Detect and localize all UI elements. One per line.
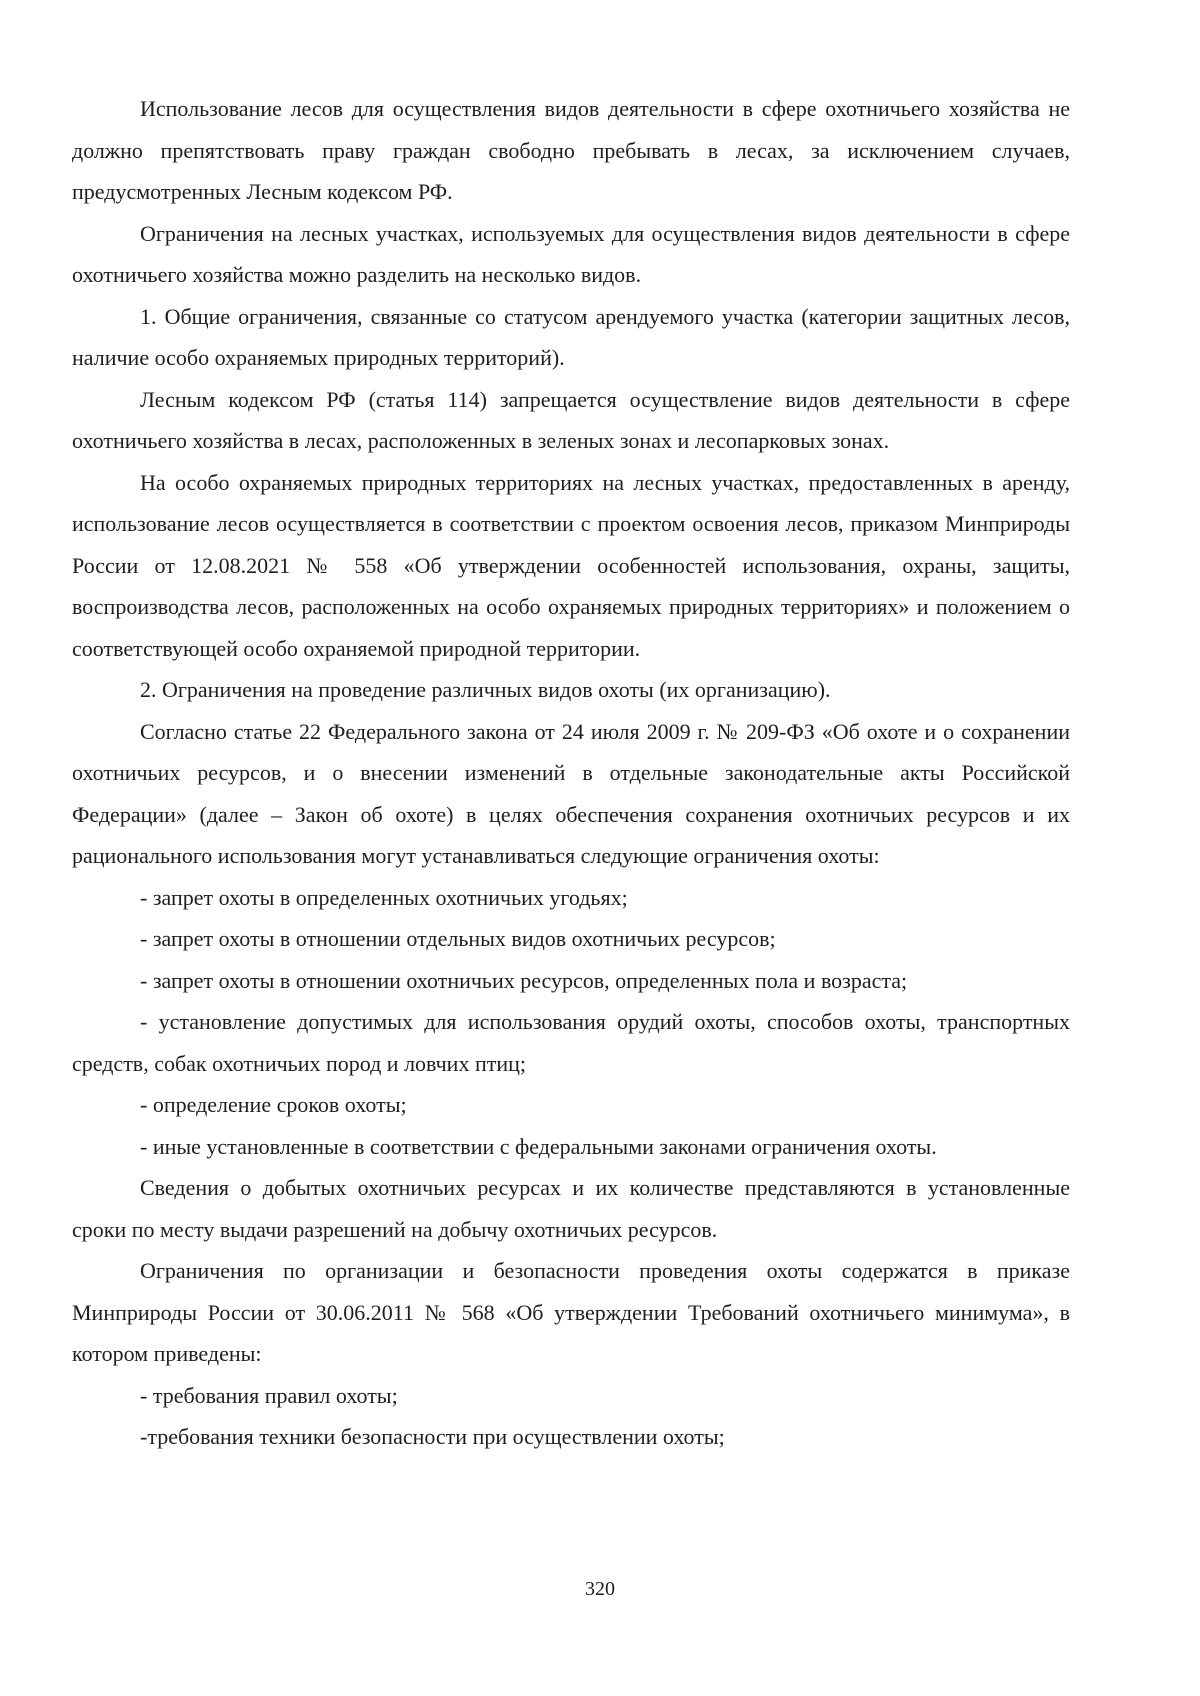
list-item: - определение сроков охоты;	[140, 1092, 407, 1117]
paragraph: На особо охраняемых природных территориях на лесных участках, предоставленных в аренду, использование лесов осуществляется в соответствии с проектом освоения лесов, приказом Минприроды России от 12.08.2021 № 558 «Об утверждении особенностей использования, охраны, защиты, воспроизводства лесов, расположенных на особо охраняемых природных территориях» и положением о соответствующей особо охраняемой природной территории.	[72, 469, 1070, 661]
paragraph: 1. Общие ограничения, связанные со статусом арендуемого участка (категории защитных лесов, наличие особо охраняемых природных территорий).	[72, 303, 1070, 370]
list-item: - иные установленные в соответствии с федеральными законами ограничения охоты.	[140, 1133, 937, 1159]
paragraph: Ограничения по организации и безопасности проведения охоты содержатся в приказе Минприроды России от 30.06.2011 № 568 «Об утверждении Требований охотничьего минимума», в котором приведены:	[72, 1258, 1070, 1366]
list-item: - требования правил охоты;	[140, 1382, 398, 1408]
paragraph: 2. Ограничения на проведение различных видов охоты (их организацию).	[140, 677, 831, 702]
list-item: -требования техники безопасности при осуществлении охоты;	[140, 1424, 725, 1449]
list-item: - запрет охоты в определенных охотничьих угодьях;	[140, 884, 628, 910]
page-text	[72, 88, 1070, 1458]
list-item: - запрет охоты в отношении охотничьих ресурсов, определенных пола и возраста;	[140, 967, 908, 993]
paragraph: Согласно статье 22 Федерального закона от 24 июля 2009 г. № 209-ФЗ «Об охоте и о сохранении охотничьих ресурсов, и о внесении изменений в отдельные законодательные акты Российской Федерации» (далее – Закон об охоте) в целях обеспечения сохранения охотничьих ресурсов и их рационального использования могут устанавливаться следующие ограничения охоты:	[72, 718, 1070, 868]
list-item: - установление допустимых для использования орудий охоты, способов охоты, транспортных средств, собак охотничьих пород и ловчих птиц;	[72, 1009, 1070, 1076]
list-item: - запрет охоты в отношении отдельных видов охотничьих ресурсов;	[140, 926, 776, 951]
page-number: 320	[585, 1578, 615, 1600]
paragraph: Использование лесов для осуществления видов деятельности в сфере охотничьего хозяйства не должно препятствовать праву граждан свободно пребывать в лесах, за исключением случаев, предусмотренных Лесным кодексом РФ.	[72, 96, 1070, 204]
paragraph: Лесным кодексом РФ (статья 114) запрещается осуществление видов деятельности в сфере охотничьего хозяйства в лесах, расположенных в зеленых зонах и лесопарковых зонах.	[72, 386, 1070, 453]
paragraph: Сведения о добытых охотничьих ресурсах и их количестве представляются в установленные сроки по месту выдачи разрешений на добычу охотничьих ресурсов.	[72, 1175, 1070, 1242]
paragraph: Ограничения на лесных участках, используемых для осуществления видов деятельности в сфере охотничьего хозяйства можно разделить на несколько видов.	[72, 220, 1070, 287]
